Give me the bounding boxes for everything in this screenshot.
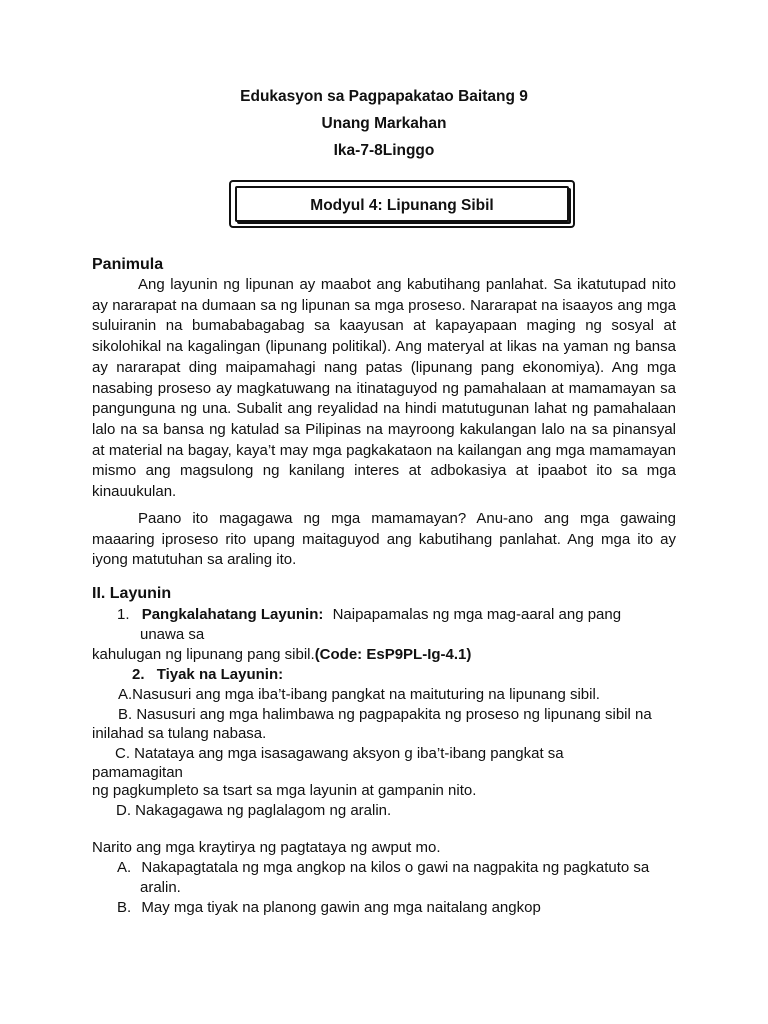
criteria-b <box>117 898 541 918</box>
module-title: Modyul 4: Lipunang Sibil <box>310 197 494 214</box>
criteria-a-text: Nakapagtatala ng mga angkop na kilos o gawi na nagpakita ng pagkatuto sa <box>141 859 650 876</box>
quarter-title: Unang Markahan <box>321 115 447 132</box>
specific-objective-c: C. Natataya ang mga isasagawang aksyon g iba’t-ibang pangkat sa <box>115 745 564 762</box>
criteria-b-label: B. <box>117 899 132 916</box>
objective-1-line-3 <box>92 645 471 665</box>
objective-1 <box>117 605 621 625</box>
module-title-inner-frame <box>235 186 569 222</box>
objective-1-text-continued: unawa sa <box>140 626 205 643</box>
objective-1-number: 1. <box>117 606 130 623</box>
specific-objective-c-continued: pamamagitan <box>92 764 183 781</box>
panimula-heading: Panimula <box>92 256 164 273</box>
criteria-intro: Narito ang mga kraytirya ng pagtataya ng awput mo. <box>92 839 441 856</box>
panimula-paragraph-2: Paano ito magagawa ng mga mamamayan? Anu-ano ang mga gawaing maaaring iproseso rito upang maitaguyod ang kabutihang panlahat. Ang mga ito ay iyong matutuhan sa araling ito. <box>92 510 676 569</box>
layunin-heading: II. Layunin <box>92 585 172 602</box>
module-title-box <box>229 180 575 228</box>
panimula-paragraph-1: Ang layunin ng lipunan ay maabot ang kabutihang panlahat. Sa ikatutupad nito ay nararapat na dumaan sa ng lipunan sa mga proseso. Nararapat na isaayos ang mga suluiranin na bumababagabag sa kaayusan at kapayapaan maging ng sosyal at sikolohikal na kagalingan (lipunang politikal). Ang materyal at likas na yaman ng bansa ay nararapat ding maipamahagi nang patas (lipunang pang ekonomiya). Ang mga nasabing proseso ay magkatuwang na itinataguyod ng pamahalaan at mamamayan sa pangunguna ng una. Subalit ang reyalidad na hindi matutugunan lahat ng pamahalaan lalo na sa bansa ng katulad sa Pilipinas na mayroong kakulangan lalo na sa pinansyal at material na bagay, kaya’t may mga pagkakataon na kailangan ang mga mamamayan mismo ang magsulong ng kanilang interes at adbokasiya at ipaabot ito sa mga kinauukulan. <box>92 276 676 501</box>
objective-2-label: Tiyak na Layunin: <box>156 666 284 683</box>
specific-objective-b: B. Nasusuri ang mga halimbawa ng pagpapakita ng proseso ng lipunang sibil na <box>118 706 652 723</box>
objective-1-text-end: kahulugan ng lipunang pang sibil. <box>92 646 315 663</box>
week-title: Ika-7-8Linggo <box>333 142 435 159</box>
objective-2 <box>132 665 283 685</box>
objective-1-code: (Code: EsP9PL-Ig-4.1) <box>314 646 472 663</box>
objective-1-label: Pangkalahatang Layunin: <box>141 606 324 623</box>
specific-objective-a: A.Nasusuri ang mga iba’t-ibang pangkat na maituturing na lipunang sibil. <box>118 686 600 703</box>
criteria-a <box>117 858 649 878</box>
subject-title: Edukasyon sa Pagpapakatao Baitang 9 <box>240 88 528 105</box>
specific-objective-b-continued: inilahad sa tulang nabasa. <box>92 725 267 742</box>
criteria-b-text: May mga tiyak na planong gawin ang mga naitalang angkop <box>141 899 541 916</box>
objective-2-number: 2. <box>132 666 145 683</box>
objective-1-text: Naipapamalas ng mga mag-aaral ang pang <box>332 606 622 623</box>
criteria-a-label: A. <box>117 859 132 876</box>
specific-objective-d: D. Nakagagawa ng paglalagom ng aralin. <box>116 802 392 819</box>
criteria-a-continued: aralin. <box>140 879 181 896</box>
specific-objective-c-end: ng pagkumpleto sa tsart sa mga layunin at gampanin nito. <box>92 782 477 799</box>
